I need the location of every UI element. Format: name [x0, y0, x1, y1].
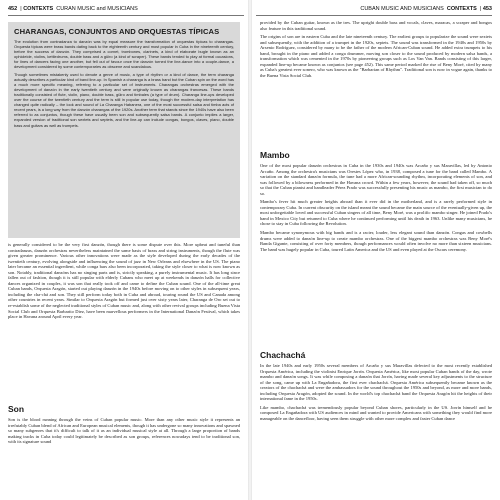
body-paragraph: Mambo became synonymous with big bands and is a racier, louder, less elegant sound than danzón. Congas and cowbells drums were added to danzón line-up to create mambo orchestras. One of the biggest mambo orchestras was Beny Moré's Banda Gigante, consisting of over forty members, though performances would often involve no more than sixteen musicians. The band was hugely popular in Cuba, toured Latin America and the US and even played at the Oscars ceremony. — [260, 230, 492, 252]
right-running-header: CUBAN MUSIC AND MUSICIANS CONTEXTS | 453 — [360, 6, 492, 12]
section-heading-son: Son — [8, 404, 25, 414]
section-heading-mambo: Mambo — [260, 150, 290, 160]
body-paragraph: In the late 1940s and early 1950s several members of Arcaño y sus Maravillas defected to the most recently established Orquesta América, including the violinist Enrique Jorrín. Orquesta América, like most popular Cuban bands of the day, wrote mambo and danzón songs. It was while composing a danzón that Jorrín, having made several key adjustments to the structure of the song, came up with La Engañadora, the first ever chachachá. Orquesta América subsequently became known as the creators of the chachachá and were the ambassadors for the sound throughout the 1950s and beyond, as more and more bands, including Orquesta Aragón, adopted the sound. In the world's top chachachá band the Orquesta Aragón hit the heights of their international fame in the 1950s. — [260, 363, 492, 402]
right-section-label: CONTEXTS — [446, 6, 477, 12]
right-body-column — [260, 20, 492, 81]
body-paragraph: One of the most popular danzón orchestras in Cuba in the 1930s and 1940s was Arcaño y sus Maravillas, led by Antonio Arcaño. Among the orchestra's musicians was Orestes López who, in 1938, composed a tune for the band called Mambo. A variation on the standard danzón formula, the tune had a more African-sounding rhythm, incorporating elements of son, and was followed by a bilowness performed in the Havana crowd. Within a few years, however, the sound had taken off, so much so that the Cuban pianist and bandleader Pérez Prado was successfully presenting his music as mambo, the first musician to do so. — [260, 163, 492, 196]
sidebar-box — [8, 22, 240, 238]
body-paragraph: is generally considered to be the very first danzón, though there is some dispute over this. More upbeat and tuneful than contradanzas, danzón orchestras nevertheless maintained the same basis of brass and string instruments, though the flute was given greater prominence. Various other innovations were made as the style developed during the early decades of the twentieth century, evolving alongside and influencing the sound of jazz in New Orleans and elsewhere in the US. The piano later became an essential ingredient, while conga bars also been incorporated, taking the style closer to what is now known as son. Notably, traditional danzóns has no singing parts and is, strictly speaking, a purely instrumental music. It has long since fallen out of fashion, though it is still popular with elderly Cubans who meet up at weekends in danzón halls for collective dances organized in couples, it was son that really took off and came to define the Cuban sound. One of the all-time great Cuban bands, Orquesta Aragón, started out playing danzón in the 1940s before moving on to other styles in subsequent years, including the cha-chá and son. They still perform today both in Cuba and abroad, touring round the US and Canada among other countries in recent years. Similar to Orquesta Aragón but formed just over sixty years later, Charanga de Oro set out to re-establish some of the neglected traditional styles of Cuban music and, along with other revival groups including Buena Vista Social Club and Orquesta Barbarito Diez, have been marvellous performers in the International Danzón Festival, which takes place in Havana around April every year. — [8, 242, 240, 320]
sidebar-box-paragraph: The evolution from contradanza to danzón was by equal measure the transformation of orquestas típicas to charangas. Orquesta típicas were brass bands dating back to the eighteenth century and most popular in Cuba in the nineteenth century, before the success of danzón. They comprised a cornet, trombones, clarinets, a kind of elaborate bugle known as an ophicleide, violins, kettledrums, double bass and a güiro (a kind of scraper). These bands tended to play at formal occasions, for lines of dancers facing one another, but fell out of favour once the danzón turned the line-dance into a couple-dance, a development considered by some contemporaries as obscene and scandalous. — [14, 39, 234, 70]
left-body-column — [8, 242, 240, 323]
left-chapter-label: CURAN MUSIC and MUSICIANS — [56, 6, 138, 12]
sidebar-box-title: CHARANGAS, CONJUNTOS AND ORQUESTAS TÍPICAS — [14, 27, 220, 36]
mambo-section — [260, 150, 492, 255]
body-paragraph: Like mambo, chachachá was tremendously popular beyond Cuban shores, particularly in the US. Jorrín himself and he composed La Engañadora with US audiences in mind and wanted to provide Americans with something they would find more manageable on the dancefloor, having seen them struggle with other more complex and faster Cuban dance — [260, 404, 492, 421]
left-section-label: CONTEXTS — [23, 6, 54, 12]
son-section — [8, 404, 240, 448]
right-header-rule — [256, 15, 492, 16]
right-page-number: 453 — [482, 6, 492, 12]
left-header-rule — [8, 15, 244, 16]
right-page — [250, 0, 500, 500]
left-page-number: 452 — [8, 6, 18, 12]
body-paragraph: The origins of son are in eastern Cuba and the late nineteenth century. The earliest groups to popularize the sound were sextets and subsequently, with the addition of a trumpet in the 1920s, septets. The sound was transformed in the 1940s and 1950s by Arsenio Rodríguez, considered by many to be the father of the modern African-Cuban sound. He added extra trumpets to his band, brought in the piano and added a conga drummer, moving son closer to the sound produced by modern salsa bands, a transformation which was cemented in the 1970s by pioneering groups such as Los Van Van. Bands consisting of this larger, expanded line-up became known as conjuntos (see page 452). This same period marked the rise of Beny Moré, cited by many as Cuba's greatest ever sonero, who was known as the "Barbarian of Rhythm". Traditional son is now in vogue again, thanks to the Buena Vista Social Club. — [260, 34, 492, 78]
left-running-header: 452 | CONTEXTS CURAN MUSIC and MUSICIANS — [8, 6, 138, 12]
body-paragraph: Son is the blood running through the veins of Cuban popular music. More than any other music style it represents an irrefutably Cuban blend of African and European musical elements, though it has undergone so many innovations and spawned so many subgenres that it's difficult to talk of it as an individual musical style at all. Through a large proportion of bands making tracks in Cuba today could legitimately be described as son groups, references nowadays tend to be traditional son, with its signature sound — [8, 417, 240, 445]
sidebar-box-paragraph: Though sometimes mistakenly used to denote a genre of music, a type of rhythm or a kind of dance, the term charanga actually describes a particular kind of band line-up. In Spanish a charanga is a brass band but the Cuban spin on the word has a much more specific meaning, referring to a particular set of instruments. Charangas orchestras emerged with the development of danzón in the early twentieth century and were originally known as charangas francesas. These bands traditionally consisted of flute, violin, piano, double bass, güiro and timbales (a type of drum). Charanga line-ups developed over the course of the twentieth century and the term is still in popular use today, though the modern-day interpretation has changed quite radically – the look and sound of La Charanga Habanera, one of the most successful salsa and timba acts of recent years, is a long way from the danzón charangas of the 1920s. Another term that stands since the 1940s have also been referred to as conjuntos, though these have usually been son and subsequently salsa bands. A conjunto implies a larger, expanded version of traditional son sextets and septets, and the line-up can include congas, bongos, claves, piano, double bass and guitars as well as trumpets. — [14, 71, 234, 128]
body-paragraph: provided by the Cuban guitar, known as the tres. The upright double bass and vocals, claves, maracas, a scraper and bongos also feature in this traditional sound. — [260, 20, 492, 31]
section-heading-chachacha: Chachachá — [260, 350, 306, 360]
right-chapter-label: CUBAN MUSIC AND MUSICIANS — [360, 6, 444, 12]
body-paragraph: Mambo's fever hit much greater heights abroad than it ever did in the motherland, and is a rarely performed style in contemporary Cuba. In current obscurity on the island meant the sound became the main source of the eventually-given up, the most unforgettable loved and successful Cuban singers of all time, Beny Moré, was a prolific mambo singer. He joined Prado's band in Mexico City but returned to Cuba where he continued performing until his death in 1963. Unlike many musicians, he chose to stay in Cuba following the Revolution. — [260, 199, 492, 227]
chachacha-section — [260, 350, 492, 424]
